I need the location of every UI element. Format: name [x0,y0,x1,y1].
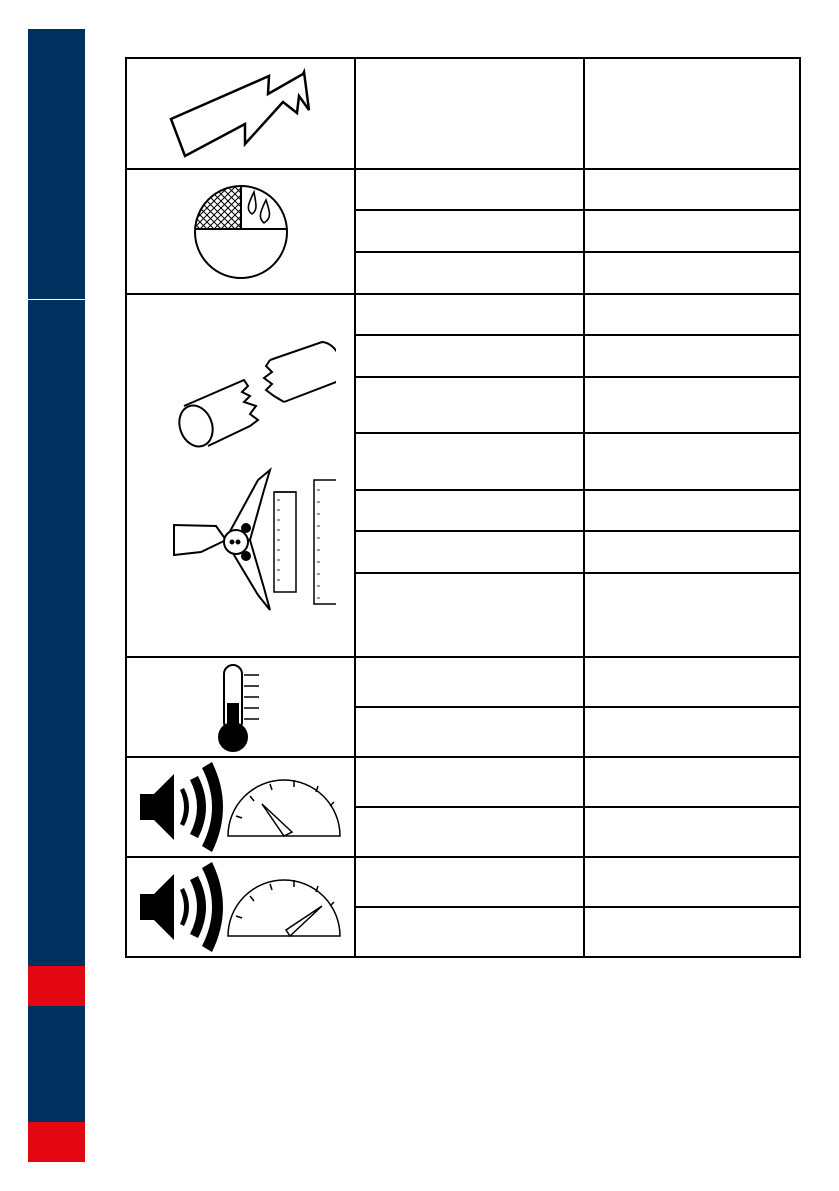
spec-label [355,252,584,294]
spec-label [355,169,584,210]
capacity-ruler-icon [274,480,336,604]
spec-value [584,857,800,907]
spec-value [584,210,800,252]
icon-cell-protection [126,169,355,294]
spec-value [584,907,800,957]
side-tab-navy-top [28,29,85,966]
sound-pressure-gauge-icon [136,760,346,854]
spec-value [584,433,800,490]
spec-label [355,757,584,807]
spec-label [355,58,584,169]
icon-cell-sound-power [126,857,355,957]
branch-cutter-capacity-icon [146,330,336,620]
thermometer-icon [211,661,271,753]
table-row [126,58,800,169]
specification-table [125,57,801,958]
spec-value [584,58,800,169]
moisture-protection-icon [186,180,296,284]
gauge-icon [228,780,340,836]
table-row [126,757,800,807]
table-row [126,169,800,210]
spec-value [584,573,800,656]
spec-value [584,807,800,857]
table-row [126,857,800,907]
gauge-icon [228,880,340,936]
lightning-arrow-icon [161,64,321,164]
icon-cell-voltage [126,58,355,169]
spec-label [355,707,584,757]
spec-value [584,377,800,433]
spec-label [355,210,584,252]
icon-cell-cutting-capacity [126,294,355,656]
spec-value [584,490,800,531]
cutter-icon [174,470,270,610]
icon-cell-temperature [126,657,355,757]
table-row [126,657,800,707]
spec-value [584,757,800,807]
spec-label [355,294,584,335]
spec-label [355,490,584,531]
sound-power-gauge-icon [136,860,346,954]
spec-value [584,531,800,573]
spec-label [355,531,584,573]
spec-label [355,377,584,433]
spec-value [584,657,800,707]
icon-cell-sound-pressure [126,757,355,857]
spec-value [584,169,800,210]
spec-label [355,335,584,377]
speaker-icon [140,862,223,952]
spec-label [355,573,584,656]
spec-value [584,252,800,294]
spec-value [584,294,800,335]
table-row [126,294,800,335]
spec-label [355,857,584,907]
spec-value [584,707,800,757]
spec-label [355,657,584,707]
spec-label [355,907,584,957]
speaker-icon [140,762,223,852]
broken-branch-icon [173,342,335,451]
spec-label [355,807,584,857]
side-tab-red-bottom [28,1122,85,1162]
side-tab-divider [28,299,85,300]
side-tab-red-marker [28,966,85,1006]
side-tab-navy-bottom [28,1006,85,1122]
spec-label [355,433,584,490]
side-tab-bar [28,29,85,1162]
spec-value [584,335,800,377]
